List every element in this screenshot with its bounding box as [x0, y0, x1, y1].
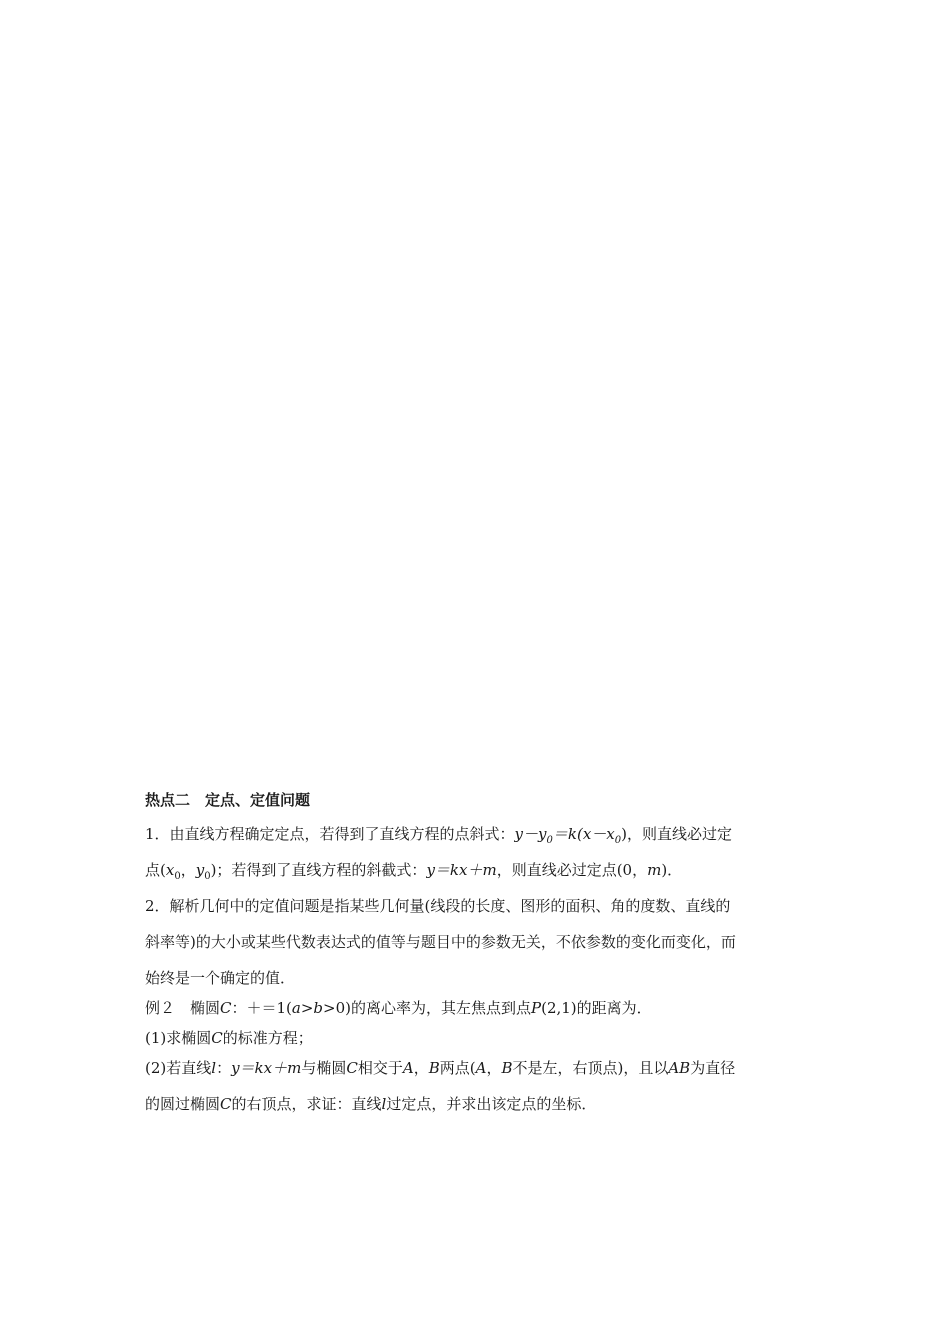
- var-l: l: [211, 1059, 217, 1077]
- formula-part: ＝k(x－x: [552, 825, 615, 843]
- var-l: l: [381, 1095, 387, 1113]
- point2-line3: 始终是一个确定的值．: [145, 969, 296, 987]
- text-span: 两点(: [439, 1059, 476, 1077]
- point1-line1: [145, 824, 810, 844]
- slope-intercept-formula: y＝kx＋m: [426, 861, 497, 879]
- text-span: 与椭圆: [301, 1059, 347, 1077]
- point-slope-formula: [514, 825, 622, 846]
- point2-line1: 2．解析几何中的定值问题是指某些几何量(线段的长度、图形的面积、角的度数、直线的: [145, 897, 731, 915]
- var-B: B: [428, 1059, 440, 1077]
- point1-tail: ，则直线必过定: [626, 825, 732, 843]
- subscript: 0: [204, 871, 211, 882]
- text-span: ：＋＝1(: [231, 999, 292, 1017]
- example-line1: [145, 998, 810, 1018]
- var-AB: AB: [668, 1059, 691, 1077]
- var-C: C: [346, 1059, 358, 1077]
- text-span: )．: [661, 861, 683, 879]
- section-title: 热点二 定点、定值问题: [145, 791, 311, 809]
- subscript: 0: [174, 871, 181, 882]
- var-m: m: [647, 861, 662, 879]
- line-formula: y＝kx＋m: [231, 1059, 302, 1077]
- document-content: [145, 790, 810, 1114]
- var-B: B: [501, 1059, 513, 1077]
- text-span: (1)求椭圆: [145, 1029, 212, 1047]
- question-1: [145, 1028, 810, 1048]
- question-2-line1: [145, 1058, 810, 1078]
- text-span: 为直径: [690, 1059, 736, 1077]
- question-2-line2: [145, 1094, 810, 1114]
- text-span: ，: [180, 861, 196, 879]
- text-span: 点(: [145, 861, 166, 879]
- formula-part: y－y: [514, 825, 547, 843]
- text-span: 过定点，并求出该定点的坐标．: [386, 1095, 597, 1113]
- condition: a>b>: [291, 999, 336, 1017]
- text-span: ，: [413, 1059, 429, 1077]
- formula-part: ): [621, 825, 627, 843]
- var-C: C: [220, 1095, 232, 1113]
- var-A: A: [475, 1059, 487, 1077]
- text-span: 的圆过椭圆: [145, 1095, 221, 1113]
- text-span: ，: [486, 1059, 502, 1077]
- text-span: 0)的离心率为，其左焦点到点: [335, 999, 531, 1017]
- text-span: 相交于: [357, 1059, 403, 1077]
- point1-line2: [145, 860, 810, 880]
- subscript: 0: [546, 835, 553, 846]
- var-y: y: [195, 861, 205, 879]
- var-C: C: [211, 1029, 223, 1047]
- text-span: )；若得到了直线方程的斜截式：: [210, 861, 427, 879]
- point1-lead: 1．由直线方程确定定点，若得到了直线方程的点斜式：: [145, 825, 515, 843]
- text-span: 不是左，右顶点)，且以: [512, 1059, 669, 1077]
- text-span: ，则直线必过定点(0，: [496, 861, 648, 879]
- example-label: 例２ 椭圆: [145, 999, 221, 1017]
- section-heading: [145, 790, 810, 810]
- subscript: 0: [614, 835, 622, 846]
- point2-line2: 斜率等)的大小或某些代数表达式的值等与题目中的参数无关，不依参数的变化而变化，而: [145, 933, 736, 951]
- var-P: P: [531, 999, 542, 1017]
- text-span: (2)若直线: [145, 1059, 212, 1077]
- text-span: 的标准方程；: [222, 1029, 313, 1047]
- var-C: C: [220, 999, 232, 1017]
- text-span: (2,1)的距离为．: [541, 999, 652, 1017]
- text-span: 的右顶点，求证：直线: [231, 1095, 382, 1113]
- var-A: A: [402, 1059, 414, 1077]
- var-x: x: [165, 861, 175, 879]
- text-span: ：: [216, 1059, 232, 1077]
